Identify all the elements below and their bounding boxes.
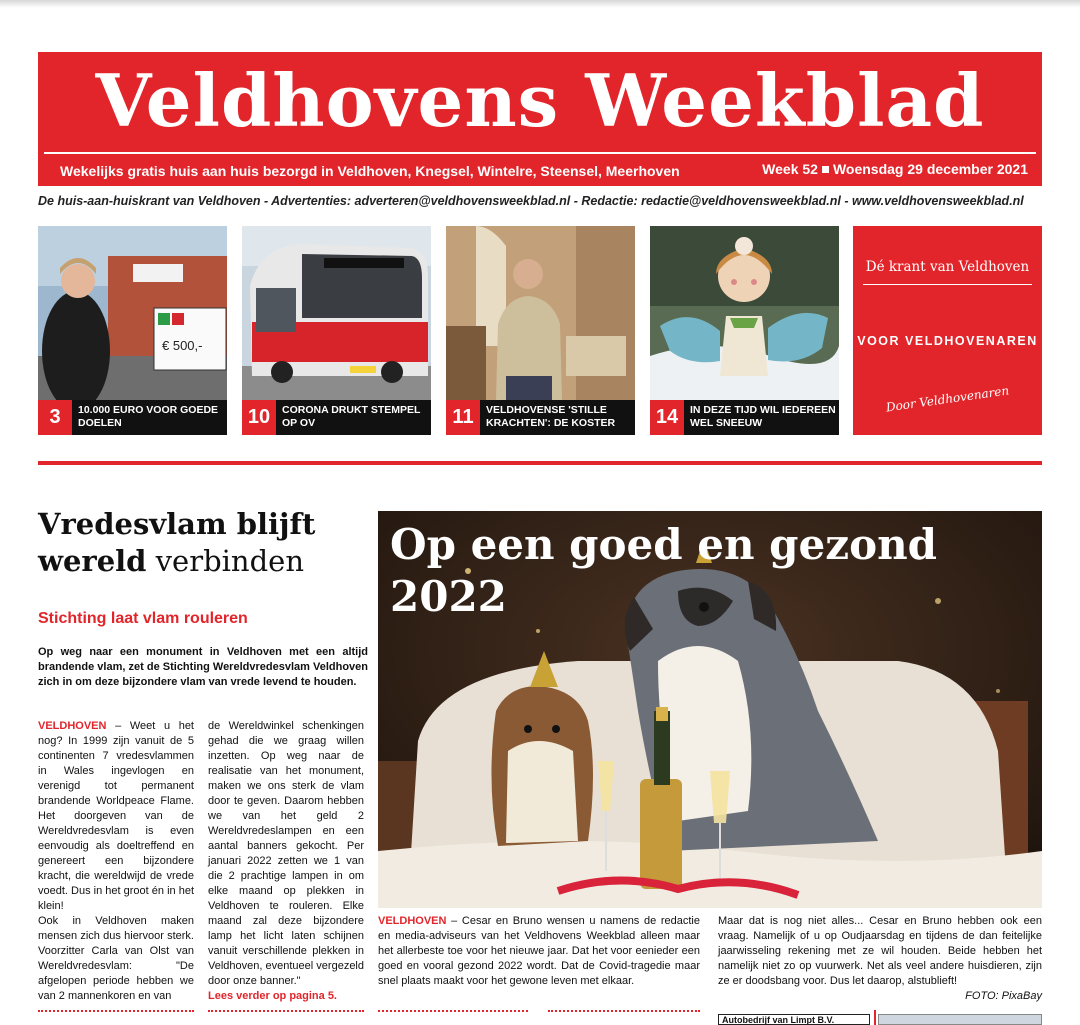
- teaser-page-11[interactable]: [446, 226, 635, 435]
- masthead-rule: [44, 152, 1036, 154]
- article-subhead: Stichting laat vlam rouleren: [38, 610, 248, 627]
- issue-date: [762, 161, 1028, 177]
- footer-ad-2[interactable]: [878, 1014, 1042, 1025]
- feature-caption-2: Maar dat is nog niet alles... Cesar en Bruno hebben ook een vraag. Namelijk of u op Oudjaarsdag en tijdens de dan feitelijke jaarwisseling rekening met ze wil houden. Beide hebben het namelijk niet zo op vuurwerk. Net als veel andere huisdieren, zijn ze er doodsbang voor. Dus let daarop, alstublieft!: [718, 915, 1042, 987]
- footer-dotted-rule: [378, 1010, 528, 1012]
- teaser-sign-amount: € 500,-: [162, 338, 203, 353]
- page-edge-shadow: [0, 0, 1080, 8]
- photo-credit: FOTO: PixaBay: [965, 990, 1042, 1002]
- feature-caption-column-1: [378, 914, 700, 989]
- teaser-page-3[interactable]: [38, 226, 227, 435]
- footer-red-mark: [874, 1010, 876, 1025]
- feature-photo: [378, 511, 1042, 908]
- teaser-caption: 10.000 EURO VOOR GOEDE DOELEN: [78, 404, 219, 429]
- promo-line-2: VOOR VELDHOVENAREN: [857, 334, 1038, 348]
- article-headline-part-1: Vredesvlam blijft: [38, 507, 316, 541]
- contact-line: De huis-aan-huiskrant van Veldhoven - Advertenties: adverteren@veldhovensweekblad.nl - Redactie: redactie@veldhovensweekblad.nl - www.veldhovensweekblad.nl: [38, 194, 1024, 208]
- teaser-page-number: 11: [446, 400, 480, 435]
- footer-dotted-rule: [38, 1010, 194, 1012]
- article-body-2: Ook in Veldhoven maken mensen zich dus hiervoor sterk. Voorzitter Carla van Olst van Wereldvredesvlam: "De afgelopen periode hebben we van 2 mannenkoren en van: [38, 915, 194, 1002]
- teaser-photo-snow-angel: [650, 226, 839, 400]
- teaser-caption: IN DEZE TIJD WIL IEDEREEN WEL SNEEUW: [690, 404, 836, 429]
- article-headline: [38, 506, 368, 580]
- square-bullet-icon: [822, 166, 829, 173]
- teaser-page-number: 14: [650, 400, 684, 435]
- teaser-caption: VELDHOVENSE 'STILLE KRACHTEN': DE KOSTER: [486, 404, 616, 429]
- article-headline-part-3: verbinden: [146, 544, 304, 578]
- read-more-link[interactable]: Lees verder op pagina 5.: [208, 990, 337, 1002]
- article-body-1: – Weet u het nog? In 1999 zijn vanuit de 5 continenten 7 vredesvlammen in Wales ingevlogen en verenigd tot permanent brandende Worldpeace Flame. Het doorgeven van de Wereldvredesvlam is even eenvoudig als doeltreffend en genereert een bijzondere kracht, die wereldwijd de vrede voedt. Dus in het groot én in het klein!: [38, 720, 194, 912]
- feature-title: Op een goed en gezond 2022: [390, 520, 938, 621]
- teaser-photo-sexton: [446, 226, 635, 400]
- feature-dateline: VELDHOVEN: [378, 915, 447, 927]
- masthead: [38, 52, 1042, 186]
- section-divider: [38, 461, 1042, 465]
- issue-week: Week 52: [762, 161, 818, 177]
- teaser-page-number: 10: [242, 400, 276, 435]
- article-body-3: de Wereldwinkel schenkingen gehad die we graag willen inzetten. Op weg naar de realisatie van het monument, maken we ons sterk de vlam door te geven. Daarom hebben we van het geld 2 Wereldvredeslampen en een aantal banners gekocht. Per januari 2022 zetten we 1 van die 2 prachtige lampen in om elke maand op plekken in Veldhoven te rouleren. Elke maand zal deze bijzondere lamp het licht laten schijnen vanuit verschillende plekken in Veldhoven, eventueel vergezeld door onze banner.": [208, 720, 364, 987]
- article-column-2: [208, 719, 364, 1004]
- feature-caption-1: – Cesar en Bruno wensen u namens de redactie en media-adviseurs van het Veldhovens Weekblad alleen maar het allerbeste toe voor het nieuwe jaar. Dat het voor eenieder een goed en vooral gezond 2022 wordt. Dat de Covid-tragedie maar snel plaats maakt voor het gewone leven met elkaar.: [378, 915, 700, 987]
- issue-day: Woensdag 29 december 2021: [832, 161, 1028, 177]
- footer-dotted-rule: [208, 1010, 364, 1012]
- promo-box: [853, 226, 1042, 435]
- footer-ad[interactable]: Autobedrijf van Limpt B.V.: [718, 1014, 870, 1025]
- teaser-caption: CORONA DRUKT STEMPEL OP OV: [282, 404, 421, 429]
- teaser-photo-bus: [242, 226, 431, 400]
- footer-dotted-rule: [548, 1010, 700, 1012]
- masthead-title: Veldhovens Weekblad: [95, 58, 985, 143]
- article-column-1: [38, 719, 194, 1004]
- masthead-subtitle: Wekelijks gratis huis aan huis bezorgd in Veldhoven, Knegsel, Wintelre, Steensel, Meerhoven: [60, 163, 680, 179]
- article-dateline: VELDHOVEN: [38, 720, 107, 732]
- promo-line-1: Dé krant van Veldhoven: [865, 259, 1030, 275]
- article-headline-part-2: wereld: [38, 544, 147, 578]
- teaser-page-14[interactable]: [650, 226, 839, 435]
- promo-line-3: Door Veldhovenaren: [885, 383, 1010, 415]
- teaser-photo-donation: [38, 226, 227, 400]
- teaser-page-number: 3: [38, 400, 72, 435]
- feature-caption-column-2: [718, 914, 1042, 1004]
- promo-rule: [863, 284, 1032, 285]
- article-lead: Op weg naar een monument in Veldhoven met een altijd brandende vlam, zet de Stichting Wereldvredesvlam Veldhoven zich in om deze bijzondere vlam van vrede levend te houden.: [38, 646, 368, 688]
- teaser-page-10[interactable]: [242, 226, 431, 435]
